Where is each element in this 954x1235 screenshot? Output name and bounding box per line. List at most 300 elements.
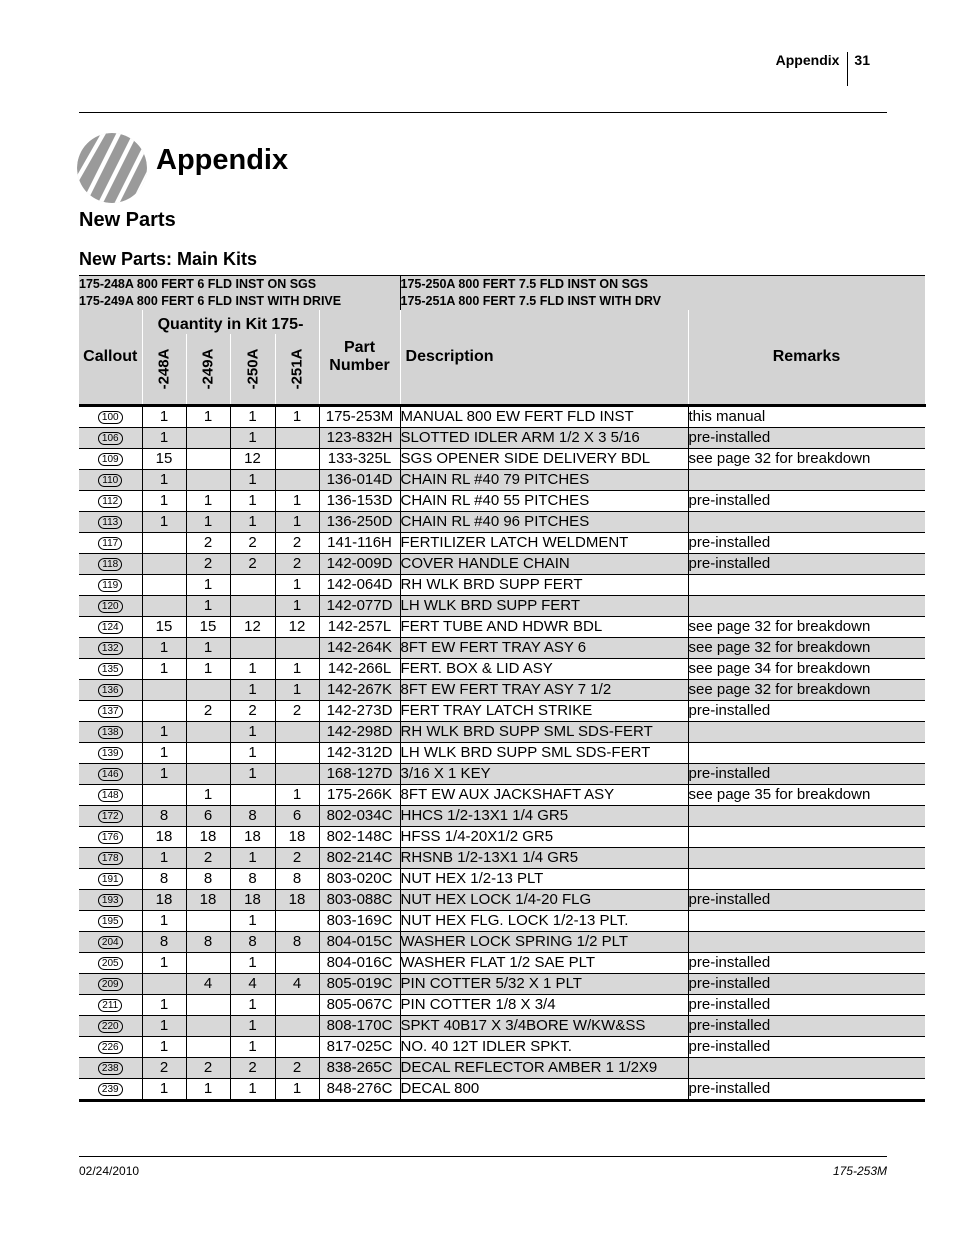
part-number-cell: 805-019C (319, 974, 400, 995)
callout-cell-cell (79, 869, 142, 890)
qty-249a-cell: 8 (186, 869, 230, 890)
qty-250a-cell: 2 (230, 1058, 275, 1079)
qty-248a-cell (142, 974, 186, 995)
table-row (79, 743, 925, 764)
remarks-cell: pre-installed (688, 953, 925, 974)
description-cell: PIN COTTER 5/32 X 1 PLT (400, 974, 688, 995)
table-row (79, 617, 925, 638)
appendix-logo-icon (77, 133, 147, 203)
callout-number: 110 (98, 474, 122, 487)
part-number-cell: 123-832H (319, 428, 400, 449)
qty-249a-cell (186, 743, 230, 764)
qty-251a-cell (275, 911, 319, 932)
qty-249a-cell (186, 680, 230, 701)
remarks-cell (688, 932, 925, 953)
part-number-cell: 804-016C (319, 953, 400, 974)
callout-cell-cell (79, 596, 142, 617)
remarks-cell: see page 32 for breakdown (688, 449, 925, 470)
callout-cell-cell (79, 1037, 142, 1058)
qty-248a-cell: 1 (142, 953, 186, 974)
part-number-cell: 838-265C (319, 1058, 400, 1079)
remarks-cell: pre-installed (688, 890, 925, 911)
remarks-cell: pre-installed (688, 533, 925, 554)
qty-249a-cell: 1 (186, 575, 230, 596)
qty-249a-cell (186, 911, 230, 932)
qty-249a-cell: 1 (186, 596, 230, 617)
qty-250a-cell: 1 (230, 1037, 275, 1058)
callout-number: 178 (98, 852, 123, 865)
qty-248a-cell: 1 (142, 1037, 186, 1058)
qty-249a-cell (186, 470, 230, 491)
callout-cell-cell (79, 722, 142, 743)
col-part-line1: Part (343, 339, 376, 356)
qty-250a-cell: 2 (230, 533, 275, 554)
qty-251a-cell: 2 (275, 848, 319, 869)
remarks-cell (688, 596, 925, 617)
callout-cell-cell (79, 512, 142, 533)
qty-249a-cell (186, 953, 230, 974)
table-row (79, 806, 925, 827)
table-row (79, 406, 925, 428)
callout-number: 220 (98, 1020, 123, 1033)
qty-249a-cell: 1 (186, 659, 230, 680)
qty-248a-cell: 8 (142, 932, 186, 953)
col-quantity: Quantity in Kit 175- (142, 310, 319, 334)
table-row (79, 869, 925, 890)
callout-number: 137 (98, 705, 123, 718)
qty-248a-cell (142, 701, 186, 722)
remarks-cell: pre-installed (688, 701, 925, 722)
table-row (79, 995, 925, 1016)
callout-number: 113 (98, 516, 122, 529)
qty-249a-cell (186, 1016, 230, 1037)
qty-250a-cell: 1 (230, 743, 275, 764)
remarks-cell (688, 848, 925, 869)
description-cell: LH WLK BRD SUPP SML SDS-FERT (400, 743, 688, 764)
kit-250a: 175-250A 800 FERT 7.5 FLD INST ON SGS (400, 277, 649, 291)
qty-250a-cell: 1 (230, 722, 275, 743)
qty-251a-cell: 18 (275, 890, 319, 911)
description-cell: FERT. BOX & LID ASY (400, 659, 688, 680)
part-number-cell: 175-266K (319, 785, 400, 806)
part-number-cell: 803-020C (319, 869, 400, 890)
qty-249a-cell (186, 722, 230, 743)
qty-249a-cell: 18 (186, 890, 230, 911)
part-number-cell: 802-148C (319, 827, 400, 848)
remarks-cell: pre-installed (688, 491, 925, 512)
qty-248a-cell: 1 (142, 512, 186, 533)
part-number-cell: 802-034C (319, 806, 400, 827)
callout-number: 238 (98, 1062, 123, 1075)
table-row (79, 596, 925, 617)
callout-number: 112 (98, 495, 122, 508)
qty-251a-cell (275, 1016, 319, 1037)
header-rule (79, 112, 887, 113)
qty-249a-cell: 1 (186, 512, 230, 533)
part-number-cell: 803-088C (319, 890, 400, 911)
part-number-cell: 142-077D (319, 596, 400, 617)
qty-251a-cell (275, 638, 319, 659)
callout-number: 204 (98, 936, 123, 949)
qty-249a-cell: 2 (186, 554, 230, 575)
callout-cell-cell (79, 953, 142, 974)
qty-251a-cell: 12 (275, 617, 319, 638)
qty-250a-cell: 2 (230, 701, 275, 722)
col-part-line2: Number (329, 357, 390, 374)
qty-250a-cell (230, 785, 275, 806)
col-q-251a (275, 334, 319, 406)
callout-cell-cell (79, 554, 142, 575)
description-cell: DECAL 800 (400, 1079, 688, 1101)
callout-number: 205 (98, 957, 123, 970)
table-row (79, 680, 925, 701)
part-number-cell: 848-276C (319, 1079, 400, 1101)
remarks-cell (688, 743, 925, 764)
part-number-cell: 175-253M (319, 406, 400, 428)
qty-251a-cell: 8 (275, 869, 319, 890)
qty-248a-cell: 18 (142, 827, 186, 848)
kit-248a: 175-248A 800 FERT 6 FLD INST ON SGS (79, 277, 317, 291)
part-number-cell: 136-014D (319, 470, 400, 491)
remarks-cell (688, 806, 925, 827)
parts-rows (79, 406, 925, 1101)
callout-cell-cell (79, 701, 142, 722)
description-cell: RH WLK BRD SUPP FERT (400, 575, 688, 596)
callout-cell-cell (79, 470, 142, 491)
qty-251a-cell: 8 (275, 932, 319, 953)
remarks-cell: see page 32 for breakdown (688, 638, 925, 659)
qty-250a-cell: 18 (230, 890, 275, 911)
qty-250a-cell: 1 (230, 953, 275, 974)
qty-248a-cell: 1 (142, 428, 186, 449)
qty-251a-cell: 1 (275, 491, 319, 512)
part-number-cell: 804-015C (319, 932, 400, 953)
qty-250a-cell (230, 596, 275, 617)
description-cell: PIN COTTER 1/8 X 3/4 (400, 995, 688, 1016)
callout-cell-cell (79, 890, 142, 911)
qty-249a-cell (186, 428, 230, 449)
remarks-cell (688, 575, 925, 596)
description-cell: RH WLK BRD SUPP SML SDS-FERT (400, 722, 688, 743)
callout-number: 191 (98, 873, 123, 886)
qty-251a-cell: 2 (275, 554, 319, 575)
qty-248a-cell (142, 680, 186, 701)
table-row (79, 1016, 925, 1037)
callout-number: 120 (98, 600, 123, 613)
page-header (776, 52, 870, 86)
qty-250a-cell: 1 (230, 764, 275, 785)
description-cell: CHAIN RL #40 96 PITCHES (400, 512, 688, 533)
description-cell: DECAL REFLECTOR AMBER 1 1/2X9 (400, 1058, 688, 1079)
callout-cell-cell (79, 848, 142, 869)
qty-248a-cell: 2 (142, 1058, 186, 1079)
qty-249a-cell: 6 (186, 806, 230, 827)
col-q-248a-label: -248A (155, 348, 173, 390)
qty-250a-cell: 1 (230, 911, 275, 932)
qty-250a-cell: 8 (230, 806, 275, 827)
qty-250a-cell: 1 (230, 406, 275, 428)
table-row (79, 1058, 925, 1079)
remarks-cell: pre-installed (688, 1037, 925, 1058)
qty-251a-cell: 1 (275, 1079, 319, 1101)
qty-248a-cell: 8 (142, 869, 186, 890)
description-cell: 8FT EW FERT TRAY ASY 6 (400, 638, 688, 659)
description-cell: HFSS 1/4-20X1/2 GR5 (400, 827, 688, 848)
qty-248a-cell: 1 (142, 911, 186, 932)
qty-249a-cell (186, 764, 230, 785)
qty-249a-cell: 1 (186, 785, 230, 806)
qty-250a-cell: 1 (230, 470, 275, 491)
qty-248a-cell (142, 533, 186, 554)
page-number: 31 (854, 52, 870, 68)
table-row (79, 659, 925, 680)
table-row (79, 827, 925, 848)
qty-251a-cell (275, 449, 319, 470)
qty-248a-cell: 1 (142, 743, 186, 764)
footer-rule (79, 1156, 887, 1157)
qty-250a-cell: 1 (230, 995, 275, 1016)
part-number-cell: 805-067C (319, 995, 400, 1016)
description-cell: CHAIN RL #40 55 PITCHES (400, 491, 688, 512)
header-divider (847, 52, 848, 86)
callout-number: 118 (98, 558, 122, 571)
qty-251a-cell (275, 428, 319, 449)
qty-249a-cell (186, 1037, 230, 1058)
qty-248a-cell (142, 596, 186, 617)
callout-number: 119 (98, 579, 122, 592)
qty-248a-cell: 18 (142, 890, 186, 911)
qty-250a-cell (230, 638, 275, 659)
page-title: Appendix (156, 144, 289, 176)
description-cell: MANUAL 800 EW FERT FLD INST (400, 406, 688, 428)
qty-251a-cell: 6 (275, 806, 319, 827)
qty-251a-cell: 1 (275, 406, 319, 428)
description-cell: NO. 40 12T IDLER SPKT. (400, 1037, 688, 1058)
qty-251a-cell: 2 (275, 1058, 319, 1079)
callout-cell-cell (79, 995, 142, 1016)
part-number-cell: 142-264K (319, 638, 400, 659)
qty-251a-cell: 1 (275, 680, 319, 701)
description-cell: 3/16 X 1 KEY (400, 764, 688, 785)
part-number-cell: 133-325L (319, 449, 400, 470)
callout-cell-cell (79, 764, 142, 785)
col-q-249a-label: -249A (199, 348, 217, 390)
column-header (79, 310, 925, 406)
callout-number: 139 (98, 747, 123, 760)
qty-249a-cell: 2 (186, 701, 230, 722)
qty-249a-cell (186, 995, 230, 1016)
callout-number: 100 (98, 411, 123, 424)
qty-248a-cell: 1 (142, 764, 186, 785)
callout-number: 132 (98, 642, 123, 655)
footer-date: 02/24/2010 (79, 1164, 140, 1178)
table-row (79, 428, 925, 449)
callout-cell-cell (79, 617, 142, 638)
part-number-cell: 142-298D (319, 722, 400, 743)
callout-number: 176 (98, 831, 123, 844)
remarks-cell: see page 32 for breakdown (688, 680, 925, 701)
callout-cell-cell (79, 449, 142, 470)
qty-249a-cell: 2 (186, 848, 230, 869)
qty-249a-cell: 2 (186, 533, 230, 554)
part-number-cell: 136-153D (319, 491, 400, 512)
qty-248a-cell: 1 (142, 491, 186, 512)
col-description: Description (400, 310, 688, 406)
col-q-249a (186, 334, 230, 406)
callout-cell-cell (79, 743, 142, 764)
remarks-cell: pre-installed (688, 554, 925, 575)
qty-249a-cell (186, 449, 230, 470)
callout-cell-cell (79, 680, 142, 701)
table-row (79, 890, 925, 911)
qty-248a-cell: 8 (142, 806, 186, 827)
table-row (79, 512, 925, 533)
qty-251a-cell (275, 1037, 319, 1058)
qty-250a-cell: 1 (230, 1079, 275, 1101)
table-row (79, 491, 925, 512)
qty-251a-cell: 1 (275, 659, 319, 680)
remarks-cell (688, 470, 925, 491)
remarks-cell (688, 827, 925, 848)
callout-number: 138 (98, 726, 123, 739)
part-number-cell: 817-025C (319, 1037, 400, 1058)
qty-251a-cell (275, 743, 319, 764)
part-number-cell: 803-169C (319, 911, 400, 932)
remarks-cell: pre-installed (688, 764, 925, 785)
qty-251a-cell (275, 995, 319, 1016)
qty-249a-cell: 15 (186, 617, 230, 638)
description-cell: FERTILIZER LATCH WELDMENT (400, 533, 688, 554)
col-callout: Callout (79, 310, 142, 406)
qty-248a-cell: 1 (142, 470, 186, 491)
qty-251a-cell: 2 (275, 701, 319, 722)
qty-251a-cell: 1 (275, 785, 319, 806)
qty-250a-cell: 1 (230, 1016, 275, 1037)
part-number-cell: 136-250D (319, 512, 400, 533)
callout-number: 136 (98, 684, 123, 697)
table-row (79, 932, 925, 953)
kit-info-left (79, 276, 400, 311)
part-number-cell: 142-064D (319, 575, 400, 596)
callout-cell-cell (79, 638, 142, 659)
callout-cell-cell (79, 533, 142, 554)
callout-number: 135 (98, 663, 123, 676)
qty-251a-cell: 18 (275, 827, 319, 848)
callout-number: 146 (98, 768, 123, 781)
table-row (79, 722, 925, 743)
callout-number: 172 (98, 810, 123, 823)
callout-cell-cell (79, 974, 142, 995)
col-part-number (319, 310, 400, 406)
callout-number: 109 (98, 453, 123, 466)
remarks-cell (688, 869, 925, 890)
qty-249a-cell: 2 (186, 1058, 230, 1079)
table-row (79, 974, 925, 995)
description-cell: FERT TUBE AND HDWR BDL (400, 617, 688, 638)
callout-number: 124 (98, 621, 123, 634)
callout-cell-cell (79, 827, 142, 848)
callout-number: 117 (98, 537, 122, 550)
table-row (79, 911, 925, 932)
table-row (79, 785, 925, 806)
description-cell: SGS OPENER SIDE DELIVERY BDL (400, 449, 688, 470)
qty-248a-cell: 1 (142, 638, 186, 659)
qty-250a-cell: 1 (230, 659, 275, 680)
description-cell: WASHER LOCK SPRING 1/2 PLT (400, 932, 688, 953)
qty-248a-cell: 1 (142, 1016, 186, 1037)
qty-250a-cell: 2 (230, 554, 275, 575)
qty-250a-cell: 12 (230, 449, 275, 470)
header-section: Appendix (775, 52, 840, 68)
description-cell: WASHER FLAT 1/2 SAE PLT (400, 953, 688, 974)
qty-250a-cell: 1 (230, 428, 275, 449)
qty-250a-cell: 1 (230, 512, 275, 533)
qty-251a-cell (275, 722, 319, 743)
footer-doc-number: 175-253M (832, 1164, 887, 1178)
callout-number: 209 (98, 978, 123, 991)
qty-248a-cell: 1 (142, 848, 186, 869)
remarks-cell: see page 32 for breakdown (688, 617, 925, 638)
qty-248a-cell: 1 (142, 406, 186, 428)
table-row (79, 533, 925, 554)
callout-number: 193 (98, 894, 123, 907)
table-row (79, 1037, 925, 1058)
part-number-cell: 141-116H (319, 533, 400, 554)
part-number-cell: 142-273D (319, 701, 400, 722)
part-number-cell: 808-170C (319, 1016, 400, 1037)
qty-250a-cell: 8 (230, 869, 275, 890)
qty-251a-cell: 4 (275, 974, 319, 995)
description-cell: 8FT EW AUX JACKSHAFT ASY (400, 785, 688, 806)
table-row (79, 1079, 925, 1101)
description-cell: CHAIN RL #40 79 PITCHES (400, 470, 688, 491)
remarks-cell: pre-installed (688, 1016, 925, 1037)
qty-248a-cell: 15 (142, 449, 186, 470)
qty-250a-cell: 8 (230, 932, 275, 953)
kit-251a: 175-251A 800 FERT 7.5 FLD INST WITH DRV (400, 294, 662, 308)
remarks-cell: pre-installed (688, 428, 925, 449)
part-number-cell: 802-214C (319, 848, 400, 869)
qty-250a-cell: 18 (230, 827, 275, 848)
table-row (79, 953, 925, 974)
qty-248a-cell (142, 575, 186, 596)
parts-table (79, 275, 926, 1102)
remarks-cell: this manual (688, 406, 925, 428)
part-number-cell: 142-009D (319, 554, 400, 575)
qty-251a-cell: 1 (275, 512, 319, 533)
description-cell: HHCS 1/2-13X1 1/4 GR5 (400, 806, 688, 827)
qty-249a-cell: 4 (186, 974, 230, 995)
callout-cell-cell (79, 428, 142, 449)
description-cell: COVER HANDLE CHAIN (400, 554, 688, 575)
callout-number: 239 (98, 1083, 123, 1096)
callout-cell-cell (79, 1016, 142, 1037)
qty-251a-cell (275, 764, 319, 785)
kit-249a: 175-249A 800 FERT 6 FLD INST WITH DRIVE (79, 294, 342, 308)
remarks-cell (688, 1058, 925, 1079)
callout-number: 148 (98, 789, 123, 802)
qty-249a-cell: 1 (186, 406, 230, 428)
section-heading: New Parts (79, 209, 176, 231)
remarks-cell (688, 512, 925, 533)
callout-cell-cell (79, 1058, 142, 1079)
callout-cell-cell (79, 932, 142, 953)
description-cell: 8FT EW FERT TRAY ASY 7 1/2 (400, 680, 688, 701)
description-cell: FERT TRAY LATCH STRIKE (400, 701, 688, 722)
description-cell: NUT HEX 1/2-13 PLT (400, 869, 688, 890)
description-cell: NUT HEX FLG. LOCK 1/2-13 PLT. (400, 911, 688, 932)
callout-cell-cell (79, 1079, 142, 1101)
